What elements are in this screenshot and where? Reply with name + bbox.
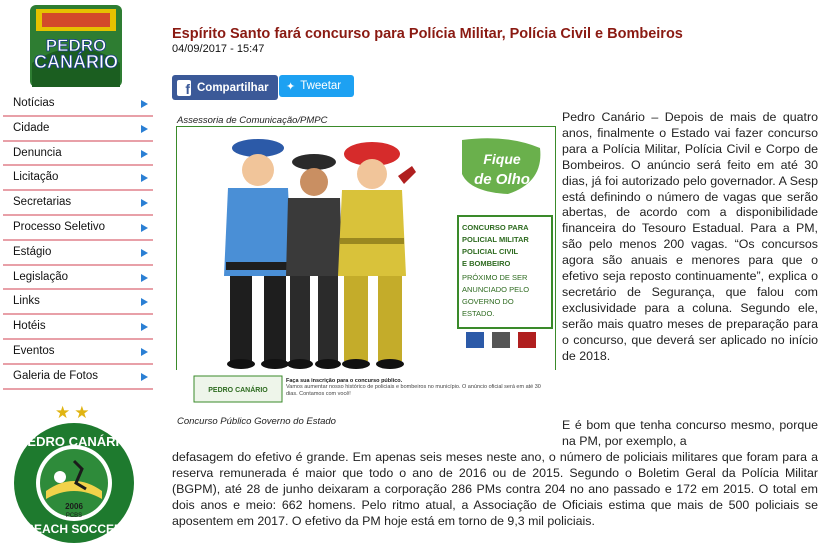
article-date: 04/09/2017 - 15:47	[172, 43, 265, 55]
menu-label: Legislação	[13, 270, 68, 283]
arrow-right-icon	[141, 199, 148, 207]
pc-shield-icon	[492, 332, 510, 348]
arrow-right-icon	[141, 249, 148, 257]
poster-line-8: ESTADO.	[462, 309, 495, 318]
logo-text-1: PEDRO	[45, 36, 107, 55]
logo-text-2: CANÁRIO	[34, 52, 118, 72]
menu-item-legislacao[interactable]	[3, 266, 153, 291]
menu-label: Notícias	[13, 97, 55, 109]
menu-label: Galeria de Fotos	[13, 369, 99, 382]
menu-label: Secretarias	[13, 196, 72, 209]
menu-item-hoteis[interactable]	[3, 315, 153, 340]
menu-label: Licitação	[13, 171, 59, 184]
arrow-right-icon	[141, 323, 148, 331]
pedro-canario-logo[interactable]	[12, 3, 140, 89]
menu-item-eventos[interactable]	[3, 340, 153, 365]
menu-item-links[interactable]	[3, 290, 153, 315]
facebook-share-button[interactable]	[172, 75, 278, 100]
menu-item-secretarias[interactable]	[3, 191, 153, 216]
menu-item-noticias[interactable]	[3, 92, 153, 117]
badge-year: 2006	[65, 502, 83, 511]
facebook-share-label: Compartilhar	[197, 81, 269, 94]
menu-label: Denuncia	[13, 146, 62, 159]
menu-item-processo-seletivo[interactable]	[3, 216, 153, 241]
sidebar-menu	[3, 92, 153, 390]
poster-headline-2: de Olho	[474, 171, 530, 188]
image-credit: Assessoria de Comunicação/PMPC	[177, 115, 328, 126]
poster-line-5: PRÓXIMO DE SER	[462, 273, 528, 282]
menu-item-denuncia[interactable]	[3, 142, 153, 167]
article-paragraph-2-start: E é bom que tenha concurso mesmo, porque na PM, por exemplo, a	[562, 418, 818, 448]
menu-item-licitacao[interactable]	[3, 166, 153, 191]
facebook-icon: f	[177, 80, 191, 96]
menu-label: Estágio	[13, 245, 52, 258]
poster-line-2: POLICIAL MILITAR	[462, 235, 529, 244]
article-paragraph-2-rest: defasagem do efetivo é grande. Em apenas seis meses neste ano, o número de policiais militares que foram para a reserva remunerada é maior que todo o ano de 2016 ou de 2015. Segundo o Boletim Geral da Polícia Militar (BGPM), até 28 de junho deixaram a corporação 286 PMs contra 204 no ano passado e 172 em 2015. O total em dois anos e meio: 662 homens. Pelo ritmo atual, a Associação de Oficiais estima que mais de 500 policiais se aposentem em 2017. O efetivo da PM hoje está em torno de 9,3 mil policiais.	[172, 450, 818, 528]
pm-shield-icon	[466, 332, 484, 348]
menu-item-galeria-de-fotos[interactable]	[3, 365, 153, 390]
beach-soccer-badge[interactable]	[12, 421, 136, 545]
arrow-right-icon	[141, 150, 148, 158]
menu-label: Hotéis	[13, 320, 46, 333]
twitter-tweet-button[interactable]	[279, 75, 354, 97]
image-caption: Concurso Público Governo do Estado	[177, 416, 336, 427]
arrow-right-icon	[141, 100, 148, 108]
poster-line-7: GOVERNO DO	[462, 297, 514, 306]
poster-footer-text: Vamos aumentar nosso histórico de policiais e bombeiros no município. O anúncio oficial será em até 30 dias. Contamos com você!	[286, 384, 541, 397]
badge-org: PCBS	[65, 513, 83, 519]
menu-label: Cidade	[13, 121, 50, 134]
article-image[interactable]	[176, 126, 556, 411]
poster-footer-bold: Faça sua inscrição para o concurso público.	[286, 378, 403, 384]
menu-label: Links	[13, 295, 40, 308]
arrow-right-icon	[141, 274, 148, 282]
sidebar	[0, 0, 160, 550]
menu-item-estagio[interactable]	[3, 241, 153, 266]
badge-top-text: PEDRO CANÁRIO	[18, 434, 130, 449]
poster-headline-1: Fique	[483, 151, 521, 167]
arrow-right-icon	[141, 125, 148, 133]
poster-footer	[176, 370, 556, 411]
article-title: Espírito Santo fará concurso para Polícia Militar, Polícia Civil e Bombeiros	[172, 26, 683, 42]
twitter-bird-icon: ✦	[286, 80, 296, 93]
bombeiro-shield-icon	[518, 332, 536, 348]
menu-label: Processo Seletivo	[13, 220, 106, 233]
arrow-right-icon	[141, 348, 148, 356]
menu-item-cidade[interactable]	[3, 117, 153, 142]
arrow-right-icon	[141, 298, 148, 306]
menu-label: Eventos	[13, 344, 55, 357]
twitter-tweet-label: Tweetar	[300, 80, 342, 92]
badge-bottom-text: BEACH SOCCER	[25, 522, 123, 536]
arrow-right-icon	[141, 373, 148, 381]
poster-footer-logo: PEDRO CANÁRIO	[208, 387, 268, 394]
arrow-right-icon	[141, 224, 148, 232]
poster-line-1: CONCURSO PARA	[462, 223, 529, 232]
arrow-right-icon	[141, 174, 148, 182]
poster-line-6: ANUNCIADO PELO	[462, 285, 530, 294]
stars-icon: ★★	[55, 403, 94, 422]
article-paragraph-1: Pedro Canário – Depois de mais de quatro anos, finalmente o Estado vai fazer concurso para a Polícia Militar, Polícia Civil e Corpo de Bombeiros. O anúncio será feito em até 30 dias, já foi autorizado pelo governador. A Sesp está definindo o número de vagas que serão abertas, de acordo com a disponibilidade financeira do Tesouro Estadual. Para a PM, são pelo menos 200 vagas. “Os concursos agora são anuais e menores para que o efetivo seja reposto continuamente”, explica o secretário de Segurança, que falou com exclusividade para a coluna. Segundo ele, serão mais quatro meses de preparação para o concurso, que deverá ser aplicado no início de 2018.	[562, 110, 818, 363]
poster-line-4: E BOMBEIRO	[462, 259, 511, 268]
poster-line-3: POLICIAL CIVIL	[462, 247, 519, 256]
